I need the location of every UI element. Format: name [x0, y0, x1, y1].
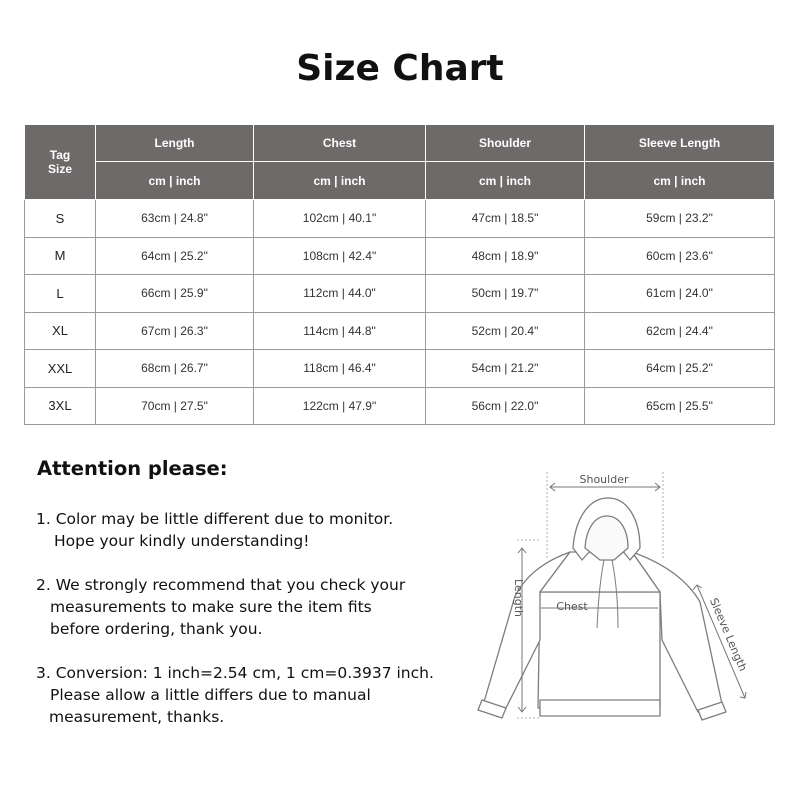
table-cell: 59cm | 23.2" [585, 200, 775, 238]
note-line: 3. Conversion: 1 inch=2.54 cm, 1 cm=0.3937 inch. [36, 664, 434, 682]
size-table [24, 124, 775, 425]
chest-label: Chest [556, 600, 588, 613]
table-cell: 66cm | 25.9" [96, 275, 254, 313]
note-line: measurements to make sure the item fits [50, 598, 372, 616]
size-cell: 3XL [25, 387, 96, 425]
table-cell: 56cm | 22.0" [426, 387, 585, 425]
attention-heading: Attention please: [37, 457, 228, 480]
note-measurements [36, 574, 476, 640]
note-line: Please allow a little differs due to manual [50, 686, 371, 704]
table-cell: 112cm | 44.0" [254, 275, 426, 313]
table-cell: 50cm | 19.7" [426, 275, 585, 313]
table-row [25, 350, 775, 388]
units-row [25, 162, 775, 200]
tag-size-header [25, 125, 96, 200]
table-row [25, 275, 775, 313]
unit-label: cm | inch [254, 162, 426, 200]
column-header-chest: Chest [254, 125, 426, 162]
table-cell: 54cm | 21.2" [426, 350, 585, 388]
tag-header-line2: Size [47, 162, 72, 176]
table-cell: 65cm | 25.5" [585, 387, 775, 425]
table-cell: 114cm | 44.8" [254, 312, 426, 350]
note-color [36, 508, 476, 552]
size-cell: XL [25, 312, 96, 350]
column-header-shoulder: Shoulder [426, 125, 585, 162]
table-cell: 62cm | 24.4" [585, 312, 775, 350]
header-row [25, 125, 775, 162]
table-cell: 122cm | 47.9" [254, 387, 426, 425]
table-cell: 118cm | 46.4" [254, 350, 426, 388]
shoulder-label: Shoulder [579, 473, 629, 486]
table-cell: 67cm | 26.3" [96, 312, 254, 350]
unit-label: cm | inch [96, 162, 254, 200]
column-header-length: Length [96, 125, 254, 162]
note-conversion [36, 662, 476, 728]
size-cell: L [25, 275, 96, 313]
table-row [25, 200, 775, 238]
column-header-sleeve-length: Sleeve Length [585, 125, 775, 162]
table-row [25, 387, 775, 425]
table-cell: 102cm | 40.1" [254, 200, 426, 238]
table-row [25, 237, 775, 275]
note-line: measurement, thanks. [49, 708, 225, 726]
hoodie-diagram [470, 462, 770, 762]
attention-notes [36, 508, 476, 750]
table-row [25, 312, 775, 350]
table-cell: 68cm | 26.7" [96, 350, 254, 388]
size-cell: XXL [25, 350, 96, 388]
table-cell: 70cm | 27.5" [96, 387, 254, 425]
table-cell: 63cm | 24.8" [96, 200, 254, 238]
table-cell: 64cm | 25.2" [585, 350, 775, 388]
unit-label: cm | inch [426, 162, 585, 200]
length-label: Length [512, 579, 525, 617]
tag-header-line1: Tag [49, 148, 71, 162]
table-cell: 108cm | 42.4" [254, 237, 426, 275]
note-line: Hope your kindly understanding! [54, 532, 310, 550]
table-cell: 48cm | 18.9" [426, 237, 585, 275]
note-line: before ordering, thank you. [50, 620, 263, 638]
table-cell: 61cm | 24.0" [585, 275, 775, 313]
table-cell: 47cm | 18.5" [426, 200, 585, 238]
page-title: Size Chart [296, 48, 504, 89]
unit-label: cm | inch [585, 162, 775, 200]
size-cell: M [25, 237, 96, 275]
sleeve-length-label: Sleeve Length [706, 596, 750, 674]
table-cell: 60cm | 23.6" [585, 237, 775, 275]
table-cell: 52cm | 20.4" [426, 312, 585, 350]
note-line: 1. Color may be little different due to monitor. [36, 510, 394, 528]
table-cell: 64cm | 25.2" [96, 237, 254, 275]
size-cell: S [25, 200, 96, 238]
note-line: 2. We strongly recommend that you check your [36, 576, 406, 594]
